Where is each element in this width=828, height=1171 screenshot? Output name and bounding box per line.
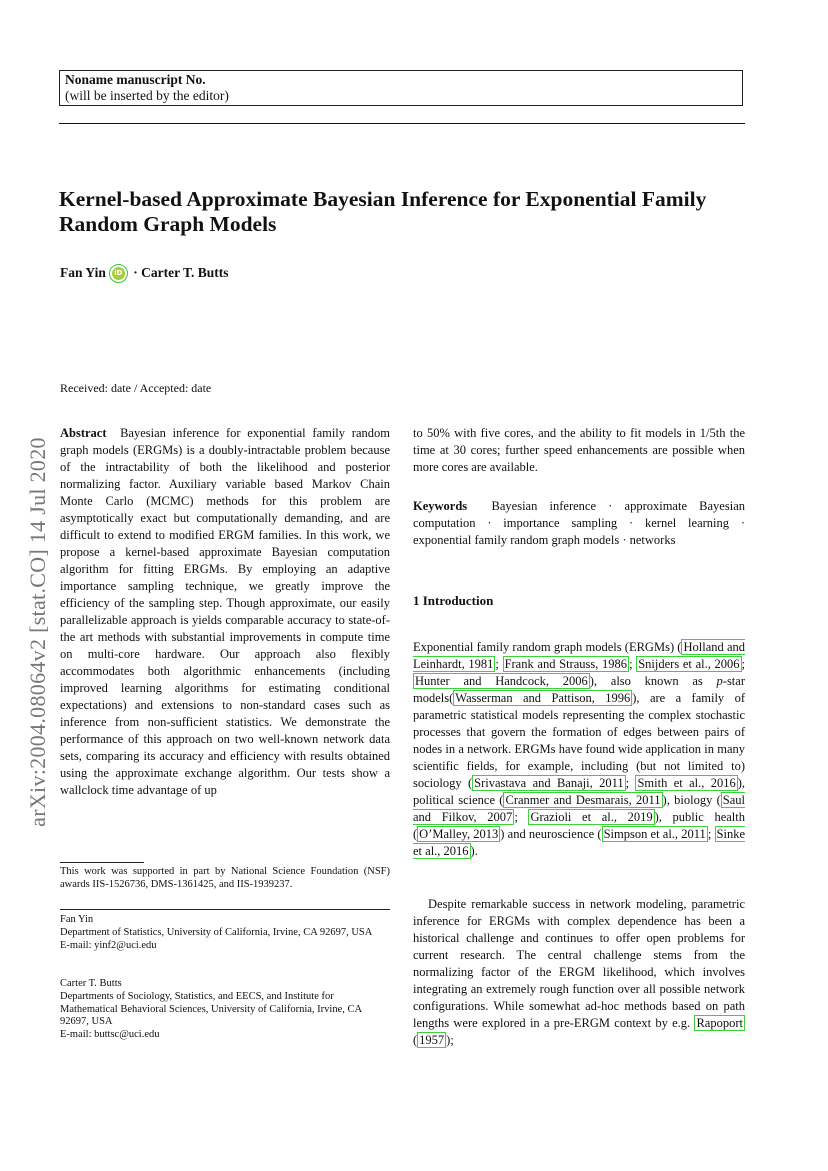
affiliation-rule	[60, 909, 390, 910]
intro-text: ).	[470, 844, 478, 858]
section-heading-introduction: 1 Introduction	[413, 593, 494, 608]
affiliation-1	[60, 914, 390, 952]
header-rule	[59, 123, 745, 124]
affiliation-dept: Department of Statistics, University of California, Irvine, CA 92697, USA	[60, 926, 373, 938]
keywords	[413, 498, 745, 549]
intro-text: ), political science (	[413, 776, 745, 807]
intro-paragraph-1	[413, 639, 745, 860]
funding-footnote: This work was supported in part by National Science Foundation (NSF) awards IIS-1526736, DMS-1361425, and IIS-1939237.	[60, 866, 390, 890]
author-2: Carter T. Butts	[141, 265, 229, 280]
intro-text: );	[446, 1033, 454, 1047]
citation-link[interactable]: Frank and Strauss, 1986	[504, 657, 628, 671]
keywords-text: Bayesian inference · approximate Bayesian computation · importance sampling · kernel learning · exponential family random graph models · networks	[413, 499, 745, 547]
arxiv-sidebar	[18, 372, 58, 892]
citation-link[interactable]: Cranmer and Desmarais, 2011	[505, 793, 661, 807]
author-separator: ·	[133, 265, 138, 280]
manuscript-header-box	[59, 70, 743, 106]
editor-note: (will be inserted by the editor)	[65, 88, 229, 103]
abstract-continued: to 50% with five cores, and the ability to fit models in 1/5th the time at 30 cores; further speed enhancements are possible when more cores are available.	[413, 426, 745, 474]
intro-text: Despite remarkable success in network modeling, parametric inference for ERGMs with complex dependence has been a historical challenge and continues to offer open problems for current research. The central challenge stems from the normalizing factor of the ERGM likelihood, which involves integrating an extremely rough function over all possible network configurations. While somewhat ad-hoc methods based on path lengths were explored in a pre-ERGM context by e.g.	[413, 897, 745, 1030]
intro-text: ;	[625, 776, 636, 790]
intro-text: ;	[495, 657, 503, 671]
intro-text: (	[413, 1033, 418, 1047]
intro-text: p	[716, 674, 723, 688]
citation-link[interactable]: Simpson et al., 2011	[603, 827, 706, 841]
paper-title: Kernel-based Approximate Bayesian Inference for Exponential Family Random Graph Models	[59, 187, 707, 236]
affiliation-email[interactable]: E-mail: buttsc@uci.edu	[60, 1029, 160, 1041]
citation-link[interactable]: Sinke et al., 2016	[413, 827, 745, 858]
abstract-heading: Abstract	[60, 426, 107, 440]
intro-text: ;	[629, 657, 637, 671]
affiliation-2	[60, 978, 390, 1042]
intro-text: ), are a family of parametric statistical models representing the complex stochastic processes that govern the formation of edges between pairs of nodes in a network. ERGMs have found wide application in many scientific fields, for example, including (but not limited to) sociology (	[413, 691, 745, 790]
orcid-icon[interactable]: iD	[112, 267, 125, 280]
intro-text: ), public health (	[413, 810, 745, 841]
intro-text: ), biology (	[662, 793, 721, 807]
footnote-rule	[60, 862, 144, 863]
intro-text: ;	[514, 810, 529, 824]
intro-text: -star models(	[413, 674, 745, 705]
affiliation-name: Fan Yin	[60, 914, 94, 925]
citation-link[interactable]: Smith et al., 2016	[637, 776, 736, 790]
citation-link[interactable]: 1957	[419, 1033, 445, 1047]
received-date: Received: date / Accepted: date	[60, 381, 212, 395]
citation-link[interactable]: Saul and Filkov, 2007	[413, 793, 745, 824]
abstract	[60, 425, 390, 799]
intro-paragraph-2	[413, 896, 745, 1049]
citation-link[interactable]: Srivastava and Banaji, 2011	[474, 776, 624, 790]
citation-link[interactable]: Holland and Leinhardt, 1981	[413, 640, 745, 671]
citation-link[interactable]: Snijders et al., 2006	[638, 657, 740, 671]
intro-text: ), also known as	[589, 674, 717, 688]
manuscript-number: Noname manuscript No.	[65, 72, 206, 87]
abstract-text: Bayesian inference for exponential family random graph models (ERGMs) is a doubly-intractable problem because of the intractability of both the likelihood and posterior normalizing factor. Auxiliary variable based Markov Chain Monte Carlo (MCMC) methods for this problem are asymptotically exact but computationally demanding, and are difficult to extend to modified ERGM families. In this work, we propose a kernel-based approximate Bayesian computation algorithm for fitting ERGMs. By employing an adaptive importance sampling technique, we greatly improve the efficiency of the sampling step. Though approximate, our easily parallelizable approach is yields comparable accuracy to state-of-the art methods with substantial improvements in compute time on multi-core hardware. Our approach also flexibly accommodates both algorithmic enhancements (including improved learning algorithms for estimating conditional expectations) and extensions to non-standard cases such as inference from non-sufficient statistics. We demonstrate the performance of this approach on two well-known network data sets, comparing its accuracy and efficiency with results obtained using the approximate exchange algorithm. Our tests show a wallclock time advantage of up	[60, 426, 390, 797]
keywords-heading: Keywords	[413, 499, 468, 513]
affiliation-name: Carter T. Butts	[60, 978, 122, 989]
affiliation-dept: Departments of Sociology, Statistics, and EECS, and Institute for Mathematical Behavioral Sciences, University of California, Irvine, CA 92697, USA	[60, 990, 362, 1028]
arxiv-identifier[interactable]: arXiv:2004.08064v2 [stat.CO] 14 Jul 2020	[25, 437, 50, 827]
citation-link[interactable]: O’Malley, 2013	[419, 827, 499, 841]
citation-link[interactable]: Hunter and Handcock, 2006	[415, 674, 588, 688]
affiliation-email[interactable]: E-mail: yinf2@uci.edu	[60, 939, 157, 951]
citation-link[interactable]: Rapoport	[696, 1016, 743, 1030]
citation-link[interactable]: Wasserman and Pattison, 1996	[455, 691, 631, 705]
intro-text: ;	[707, 827, 715, 841]
intro-text: Exponential family random graph models (ERGMs) (	[413, 640, 682, 654]
intro-text: ;	[741, 657, 746, 671]
intro-text: ) and neuroscience (	[500, 827, 602, 841]
author-1: Fan Yin	[60, 265, 106, 280]
author-line	[60, 265, 229, 281]
citation-link[interactable]: Grazioli et al., 2019	[530, 810, 653, 824]
